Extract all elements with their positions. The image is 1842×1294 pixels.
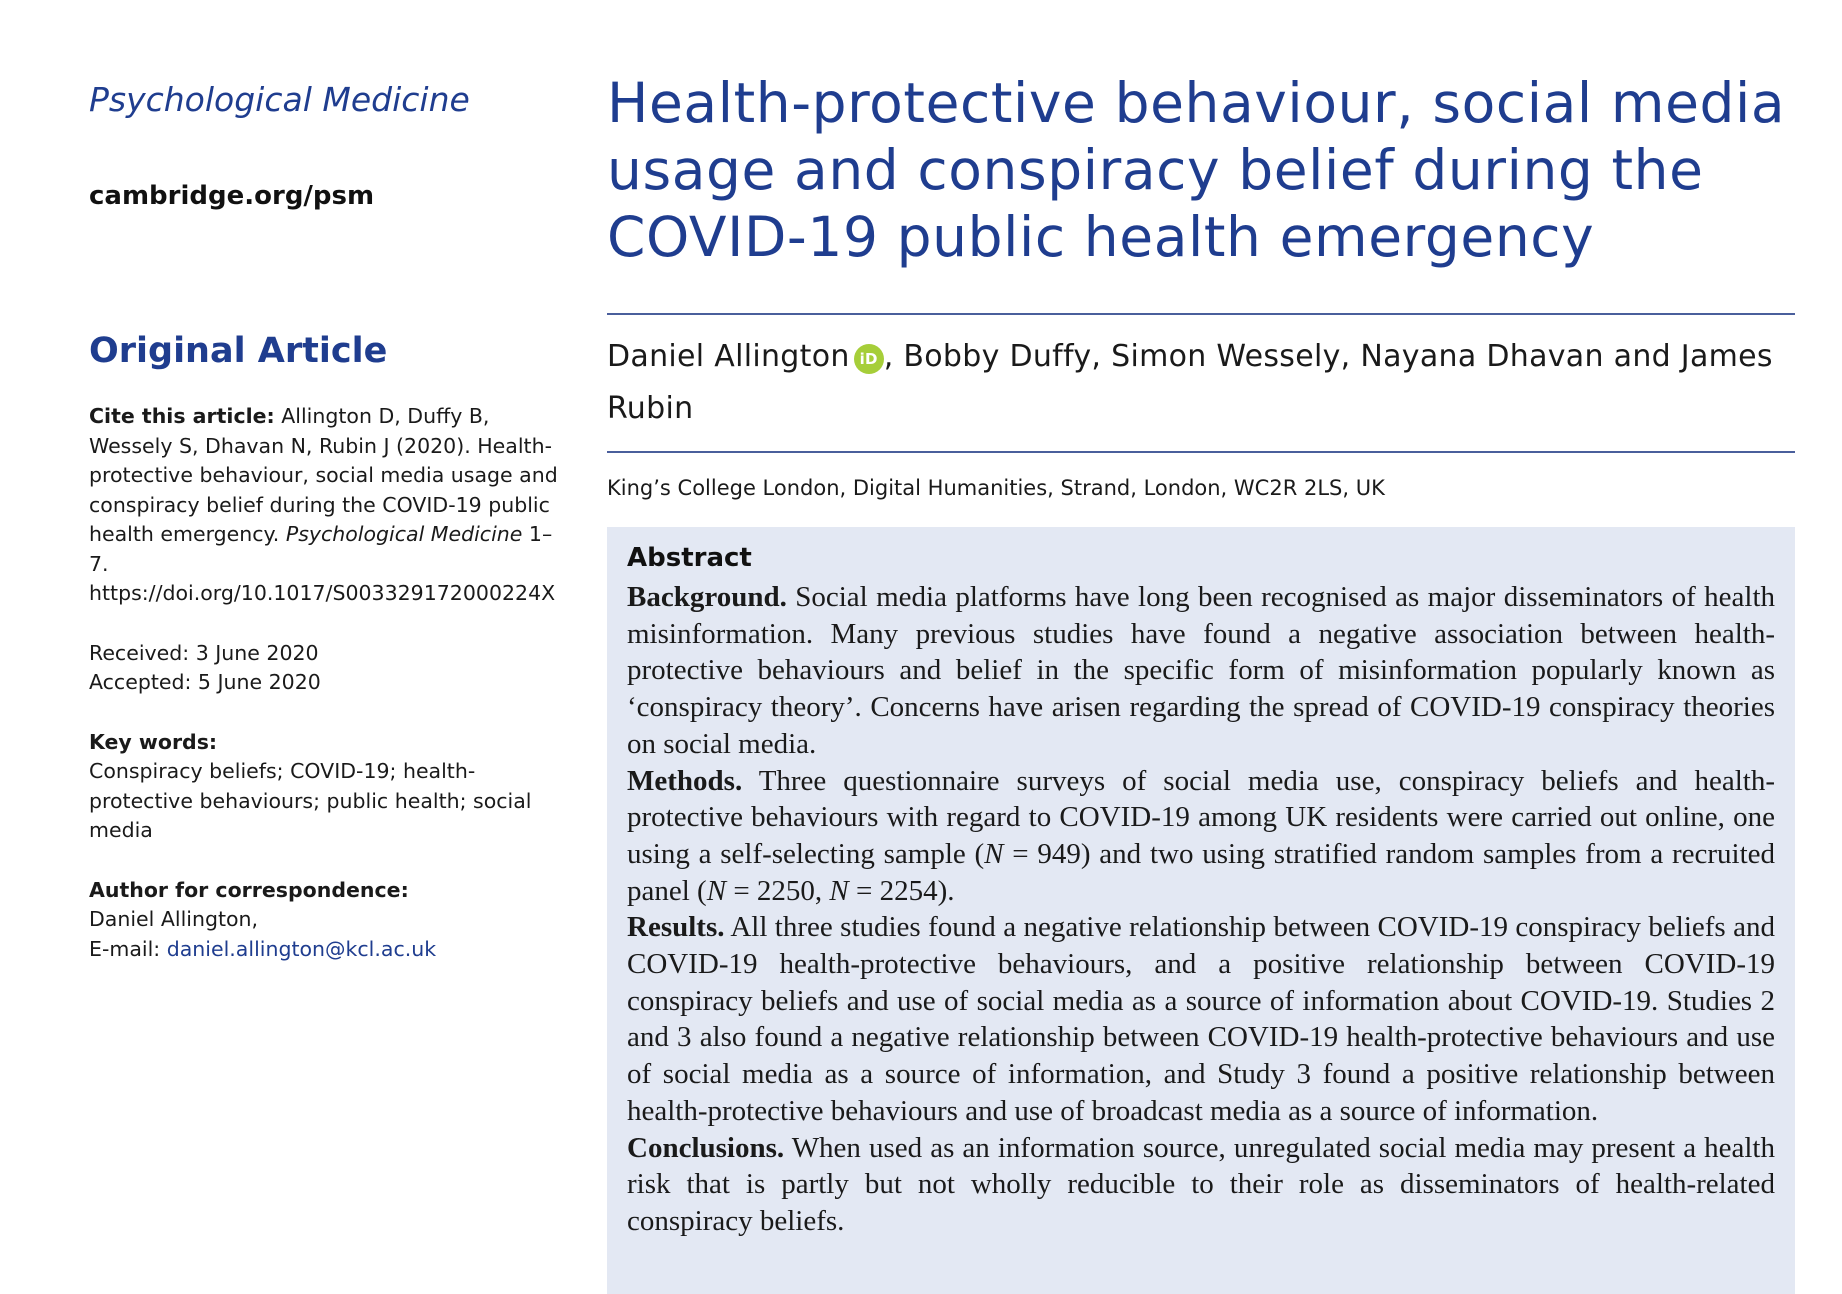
correspondence-name: Daniel Allington, xyxy=(89,907,259,931)
journal-url[interactable]: cambridge.org/psm xyxy=(89,181,375,211)
sample-size-value: = 949) and two using stratified random samples from a recruited panel ( xyxy=(627,837,1775,907)
received-date: Received: 3 June 2020 xyxy=(89,640,319,665)
abstract-methods xyxy=(627,763,1775,910)
cite-block xyxy=(89,402,569,609)
author-rest: , Bobby Duffy, Simon Wessely, Nayana Dhavan and James Rubin xyxy=(607,339,1773,426)
correspondence-email-row xyxy=(89,935,569,965)
sample-size-symbol: N xyxy=(984,837,1004,870)
abstract-results xyxy=(627,909,1775,1129)
keywords-label: Key words: xyxy=(89,729,218,754)
methods-text: Three questionnaire surveys of social media use, conspiracy beliefs and health-protective behaviours with regard to COVID-19 among UK residents were carried out online, one using a self-selecting sample ( xyxy=(627,764,1775,870)
abstract-background xyxy=(627,579,1775,763)
sample-size-symbol: N xyxy=(829,874,849,907)
main-header xyxy=(607,70,1795,503)
cite-pages-doi: 1–7. https://doi.org/10.1017/S003329172000224X xyxy=(89,522,556,605)
results-text: All three studies found a negative relationship between COVID-19 conspiracy beliefs and COVID-19 health-protective behaviours, and a positive relationship between COVID-19 conspiracy beliefs and use of social media as a source of information about COVID-19. Studies 2 and 3 also found a negative relationship between COVID-19 health-protective behaviours and use of social media as a source of information, and Study 3 found a positive relationship between health-protective behaviours and use of broadcast media as a source of information. xyxy=(627,911,1775,1127)
dates-block xyxy=(89,639,569,698)
orcid-icon[interactable]: iD xyxy=(854,344,884,374)
conclusions-label: Conclusions. xyxy=(627,1131,785,1164)
abstract-heading: Abstract xyxy=(627,543,752,573)
author-list xyxy=(607,331,1795,435)
results-label: Results. xyxy=(627,911,725,944)
sample-size-symbol: N xyxy=(706,874,727,907)
cite-label: Cite this article: xyxy=(89,404,275,428)
keywords-text: Conspiracy beliefs; COVID-19; health-protective behaviours; public health; social media xyxy=(89,759,532,842)
correspondence-block xyxy=(89,876,569,965)
article-title: Health-protective behaviour, social media usage and conspiracy belief during the COVID-19 public health emergency xyxy=(607,71,1786,269)
divider xyxy=(607,451,1795,453)
sidebar xyxy=(89,78,569,964)
background-text: Social media platforms have long been recognised as major disseminators of health misinformation. Many previous studies have found a negative association between health-protective behaviours and belief in the specific form of misinformation popularly known as ‘conspiracy theory’. Concerns have arisen regarding the spread of COVID-19 conspiracy theories on social media. xyxy=(627,581,1776,760)
accepted-date: Accepted: 5 June 2020 xyxy=(89,670,321,694)
sample-size-value: = 2254). xyxy=(848,874,955,907)
background-label: Background. xyxy=(627,581,787,613)
affiliation: King’s College London, Digital Humanities, Strand, London, WC2R 2LS, UK xyxy=(607,476,1385,500)
abstract-box xyxy=(607,527,1795,1294)
abstract-conclusions xyxy=(627,1130,1775,1240)
email-link[interactable]: daniel.allington@kcl.ac.uk xyxy=(166,936,437,961)
journal-name: Psychological Medicine xyxy=(89,80,470,119)
author-first[interactable]: Daniel Allington xyxy=(607,339,850,374)
conclusions-text: When used as an information source, unregulated social media may present a health risk that is partly but not wholly reducible to their role as disseminators of health-related conspiracy beliefs. xyxy=(627,1131,1775,1237)
cite-text: Allington D, Duffy B, Wessely S, Dhavan N, Rubin J (2020). Health-protective behaviour, social media usage and conspiracy belief during the COVID-19 public health emergency. xyxy=(89,404,558,546)
keywords-block xyxy=(89,728,569,846)
cite-journal: Psychological Medicine xyxy=(285,522,523,546)
methods-label: Methods. xyxy=(627,764,743,797)
sample-size-value: = 2250, xyxy=(726,874,830,907)
email-label: E-mail: xyxy=(89,936,161,961)
article-type: Original Article xyxy=(89,331,388,371)
divider xyxy=(607,313,1795,315)
correspondence-label: Author for correspondence: xyxy=(89,877,409,902)
